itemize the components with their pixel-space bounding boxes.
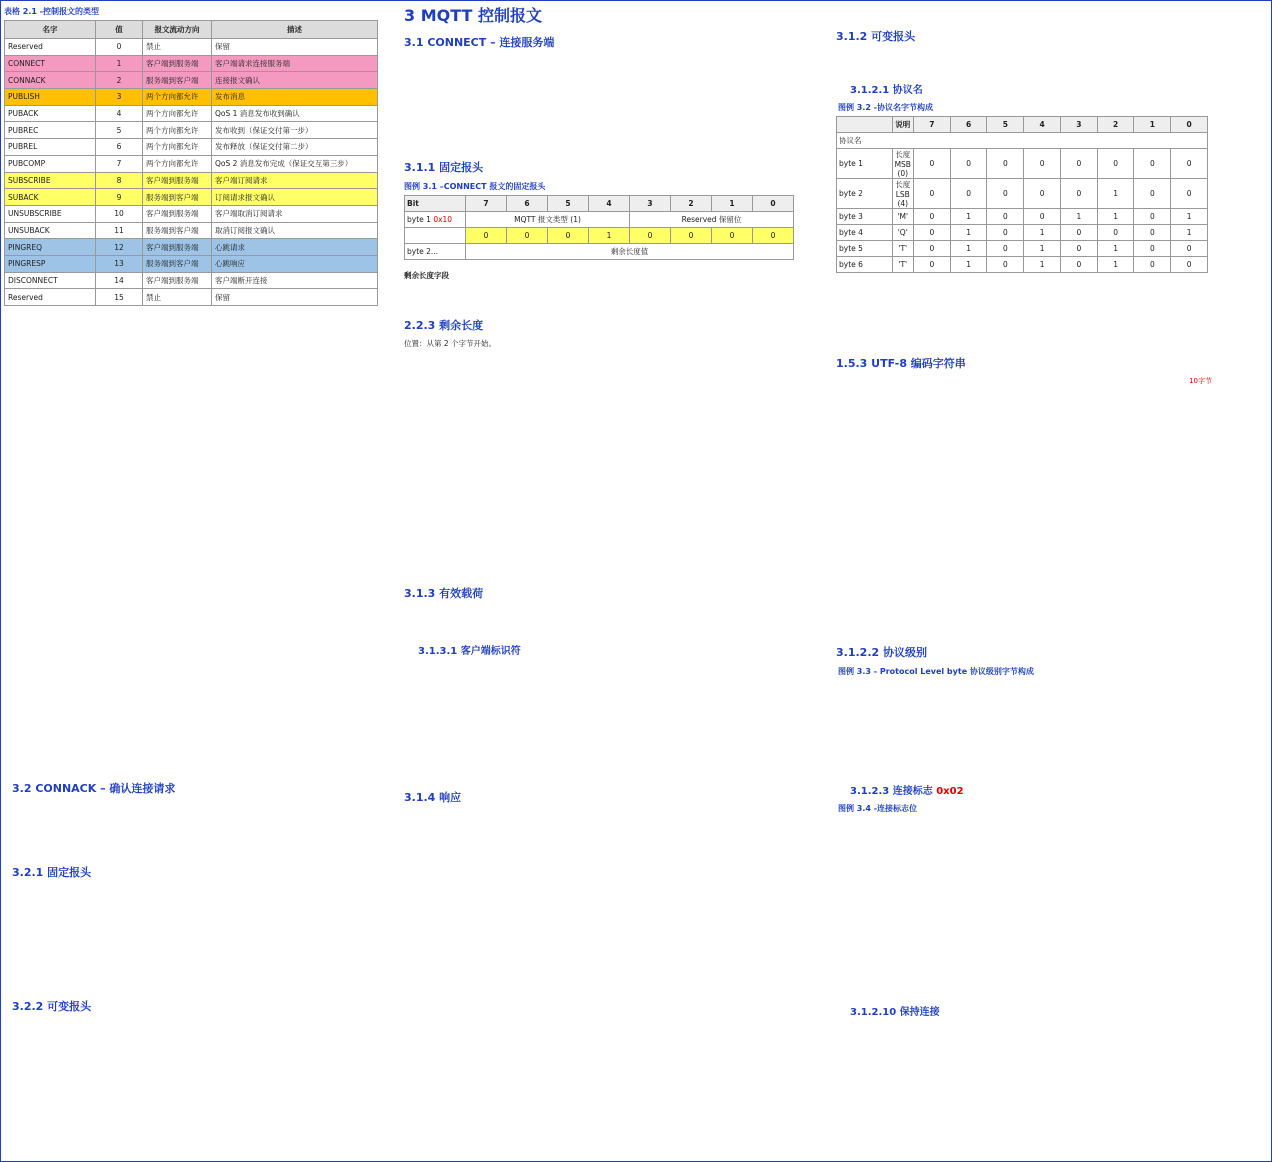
packet-description: 客户端断开连接 — [212, 272, 378, 289]
bit-value: 0 — [1024, 149, 1061, 179]
pn-header-cell: 5 — [987, 117, 1024, 133]
table-row — [5, 89, 378, 106]
figure-3-3-caption: 图例 3.3 - Protocol Level byte 协议级别字节构成 — [838, 667, 1034, 676]
packet-value: 1 — [96, 55, 143, 72]
packet-description: 发布收到（保证交付第一步） — [212, 122, 378, 139]
byte-header-cell — [837, 117, 893, 133]
bit-value: 0 — [1060, 257, 1097, 273]
table-row — [5, 272, 378, 289]
packet-name: PINGRESP — [5, 255, 96, 272]
packet-direction: 两个方向都允许 — [143, 139, 212, 156]
bit-value: 0 — [1134, 179, 1171, 209]
byte-description: 长度 LSB (4) — [892, 179, 913, 209]
section-3-1-title: 3.1 CONNECT – 连接服务端 — [404, 36, 555, 49]
figure-3-2-caption: 图例 3.2 -协议名字节构成 — [838, 103, 934, 112]
bit-value: 0 — [1134, 241, 1171, 257]
packet-name: UNSUBACK — [5, 222, 96, 239]
bit-value: 0 — [548, 228, 589, 244]
table-header-cell: 报文流动方向 — [143, 21, 212, 39]
packet-name: CONNECT — [5, 55, 96, 72]
spacer-clientid — [400, 661, 810, 781]
pn-header-cell: 7 — [913, 117, 950, 133]
packet-direction: 禁止 — [143, 289, 212, 306]
packet-direction: 客户端到服务端 — [143, 239, 212, 256]
table-row — [5, 289, 378, 306]
spacer-payload — [400, 606, 810, 636]
bit-value: 0 — [1134, 209, 1171, 225]
bit-value: 0 — [753, 228, 794, 244]
figure-3-1-caption: 图例 3.1 –CONNECT 报文的固定报头 — [404, 182, 546, 191]
bit-value: 0 — [1060, 241, 1097, 257]
table-header-cell: 值 — [96, 21, 143, 39]
section-3-2-title: 3.2 CONNACK – 确认连接请求 — [12, 782, 176, 795]
table-row — [837, 179, 1208, 209]
bit-value: 0 — [712, 228, 753, 244]
packet-description: 发布释放（保证交付第二步） — [212, 139, 378, 156]
table-header-row — [5, 21, 378, 39]
protocol-name-table — [836, 116, 1208, 273]
bit-value: 0 — [1024, 179, 1061, 209]
bit-value: 1 — [1024, 257, 1061, 273]
bit-value: 0 — [1060, 149, 1097, 179]
packet-value: 9 — [96, 189, 143, 206]
protocol-name-header-row — [837, 117, 1208, 133]
section-3-2-1-title: 3.2.1 固定报头 — [12, 866, 92, 879]
bit-value: 0 — [950, 149, 987, 179]
packet-direction: 禁止 — [143, 39, 212, 56]
packet-name: UNSUBSCRIBE — [5, 205, 96, 222]
bit-value: 0 — [913, 257, 950, 273]
table-row — [5, 255, 378, 272]
byte-description: 'T' — [892, 241, 913, 257]
packet-description: 取消订阅报文确认 — [212, 222, 378, 239]
bit-value: 0 — [1171, 257, 1208, 273]
bit-value: 1 — [950, 209, 987, 225]
packet-direction: 客户端到服务端 — [143, 272, 212, 289]
packet-direction: 两个方向都允许 — [143, 105, 212, 122]
packet-name: Reserved — [5, 289, 96, 306]
bit-value: 1 — [950, 241, 987, 257]
packet-value: 14 — [96, 272, 143, 289]
bit-value: 0 — [987, 225, 1024, 241]
fixed-header-byte2: byte 2... — [405, 244, 466, 260]
byte-label: byte 1 — [837, 149, 893, 179]
byte1-label: byte 1 — [407, 215, 431, 224]
table-caption: 表格 2.1 -控制报文的类型 — [4, 7, 100, 16]
section-3-1-2-3-title — [850, 782, 1212, 797]
packet-name: CONNACK — [5, 72, 96, 89]
table-row — [5, 189, 378, 206]
table-row — [5, 222, 378, 239]
bit-value: 0 — [987, 149, 1024, 179]
byte-label: byte 2 — [837, 179, 893, 209]
mqtt-type-label: MQTT 报文类型 (1) — [466, 212, 630, 228]
fixed-header-bits-row — [405, 228, 794, 244]
remaining-length-value: 剩余长度值 — [466, 244, 794, 260]
spacer-remaining — [400, 355, 810, 577]
byte-description: 长度 MSB (0) — [892, 149, 913, 179]
bit-value: 0 — [987, 257, 1024, 273]
packet-name: PUBREC — [5, 122, 96, 139]
packet-description: 发布消息 — [212, 89, 378, 106]
table-row — [5, 105, 378, 122]
blank-cell — [405, 228, 466, 244]
packet-value: 3 — [96, 89, 143, 106]
right-column — [832, 0, 1212, 1158]
packet-value: 11 — [96, 222, 143, 239]
table-row — [5, 122, 378, 139]
spacer-pn — [832, 273, 1212, 347]
bit-value: 0 — [466, 228, 507, 244]
note-10-bytes: 10字节 — [1189, 377, 1212, 385]
section-3-1-2-10-title: 3.1.2.10 保持连接 — [850, 1007, 940, 1018]
section-3-1-4-title: 3.1.4 响应 — [404, 791, 462, 804]
bit-value: 1 — [1024, 225, 1061, 241]
packet-value: 6 — [96, 139, 143, 156]
table-row — [5, 39, 378, 56]
bit-value: 0 — [1097, 225, 1134, 241]
bit-value: 1 — [1171, 209, 1208, 225]
bit-value: 0 — [1134, 149, 1171, 179]
spacer-level — [832, 680, 1212, 776]
section-3-2-2-title: 3.2.2 可变报头 — [12, 1000, 92, 1013]
fixed-header-bit-row — [405, 196, 794, 212]
bit-value: 1 — [1097, 209, 1134, 225]
spacer-variable-header — [832, 49, 1212, 75]
pn-header-cell: 2 — [1097, 117, 1134, 133]
bit-header-cell: Bit — [405, 196, 466, 212]
section-3-1-2-title: 3.1.2 可变报头 — [836, 30, 916, 43]
packet-value: 15 — [96, 289, 143, 306]
bit-value: 0 — [1171, 149, 1208, 179]
section-3-1-1-title: 3.1.1 固定报头 — [404, 161, 484, 174]
byte-label: byte 4 — [837, 225, 893, 241]
section-3-1-3-title: 3.1.3 有效载荷 — [404, 587, 484, 600]
spacer-flags — [832, 817, 1212, 997]
table-row — [5, 239, 378, 256]
table-row — [5, 205, 378, 222]
figure-3-4-caption: 图例 3.4 -连接标志位 — [838, 804, 918, 813]
reserved-label: Reserved 保留位 — [630, 212, 794, 228]
bit-value: 1 — [1097, 179, 1134, 209]
protocol-name-title: 协议名 — [837, 133, 1208, 149]
connect-flags-hex: 0x02 — [936, 786, 964, 797]
packet-value: 10 — [96, 205, 143, 222]
bit-header-cell: 2 — [671, 196, 712, 212]
packet-description: 订阅请求报文确认 — [212, 189, 378, 206]
packet-description: QoS 1 消息发布收到确认 — [212, 105, 378, 122]
position-text: 位置：从第 2 个字节开始。 — [404, 339, 497, 348]
pn-header-cell: 6 — [950, 117, 987, 133]
remaining-length-field-label: 剩余长度字段 — [404, 271, 449, 280]
packet-name: PINGREQ — [5, 239, 96, 256]
bit-value: 1 — [589, 228, 630, 244]
packet-value: 4 — [96, 105, 143, 122]
packet-description: QoS 2 消息发布完成（保证交互第三步） — [212, 155, 378, 172]
packet-description: 心跳响应 — [212, 255, 378, 272]
byte-description: 'M' — [892, 209, 913, 225]
packet-direction: 服务端到客户端 — [143, 189, 212, 206]
bit-value: 0 — [1060, 225, 1097, 241]
bit-value: 0 — [913, 225, 950, 241]
table-row — [837, 257, 1208, 273]
table-row — [5, 172, 378, 189]
byte-description: 'T' — [892, 257, 913, 273]
fixed-header-byte2-row — [405, 244, 794, 260]
bit-header-cell: 7 — [466, 196, 507, 212]
bit-value: 1 — [1097, 257, 1134, 273]
pn-header-cell: 说明 — [892, 117, 913, 133]
byte-label: byte 6 — [837, 257, 893, 273]
bit-header-cell: 4 — [589, 196, 630, 212]
packet-name: PUBACK — [5, 105, 96, 122]
packet-description: 保留 — [212, 289, 378, 306]
bit-value: 0 — [913, 149, 950, 179]
bit-value: 0 — [913, 241, 950, 257]
bit-value: 0 — [1171, 241, 1208, 257]
fixed-header-table — [404, 195, 794, 260]
packet-direction: 客户端到服务端 — [143, 172, 212, 189]
bit-value: 0 — [507, 228, 548, 244]
byte-label: byte 5 — [837, 241, 893, 257]
bit-value: 0 — [950, 179, 987, 209]
protocol-name-title-row — [837, 133, 1208, 149]
bit-value: 1 — [1060, 209, 1097, 225]
section-3-title: 3 MQTT 控制报文 — [404, 6, 542, 25]
table-header-cell: 名字 — [5, 21, 96, 39]
packet-name: PUBCOMP — [5, 155, 96, 172]
section-2-2-3-title: 2.2.3 剩余长度 — [404, 319, 484, 332]
fixed-header-byte1-row — [405, 212, 794, 228]
pn-header-cell: 0 — [1171, 117, 1208, 133]
table-row — [837, 225, 1208, 241]
bit-value: 0 — [1134, 257, 1171, 273]
bit-value: 1 — [1097, 241, 1134, 257]
connect-flags-title: 3.1.2.3 连接标志 — [850, 786, 933, 797]
table-row — [5, 72, 378, 89]
byte-label: byte 3 — [837, 209, 893, 225]
packet-value: 7 — [96, 155, 143, 172]
packet-name: DISCONNECT — [5, 272, 96, 289]
bit-value: 0 — [987, 179, 1024, 209]
packet-value: 5 — [96, 122, 143, 139]
fixed-header-byte1 — [405, 212, 466, 228]
bit-value: 1 — [1171, 225, 1208, 241]
packet-description: 连接报文确认 — [212, 72, 378, 89]
bit-header-cell: 6 — [507, 196, 548, 212]
spacer-utf8 — [832, 386, 1212, 636]
section-3-1-3-1-title: 3.1.3.1 客户端标识符 — [418, 646, 521, 657]
middle-column — [400, 0, 810, 1158]
packet-description: 客户端订阅请求 — [212, 172, 378, 189]
bit-value: 0 — [913, 179, 950, 209]
table-row — [837, 149, 1208, 179]
packet-direction: 服务端到客户端 — [143, 255, 212, 272]
packet-name: PUBLISH — [5, 89, 96, 106]
packet-direction: 服务端到客户端 — [143, 72, 212, 89]
pn-header-cell: 1 — [1134, 117, 1171, 133]
bit-header-cell: 3 — [630, 196, 671, 212]
packet-name: Reserved — [5, 39, 96, 56]
bit-value: 1 — [1024, 241, 1061, 257]
packet-value: 12 — [96, 239, 143, 256]
bit-value: 0 — [987, 209, 1024, 225]
section-3-1-2-2-title: 3.1.2.2 协议级别 — [836, 646, 927, 659]
packet-direction: 客户端到服务端 — [143, 55, 212, 72]
table-row — [5, 55, 378, 72]
section-3-1-2-1-title: 3.1.2.1 协议名 — [850, 85, 923, 96]
table-row — [5, 155, 378, 172]
bit-value: 0 — [1024, 209, 1061, 225]
packet-direction: 客户端到服务端 — [143, 205, 212, 222]
table-header-cell: 描述 — [212, 21, 378, 39]
left-column — [4, 0, 380, 1158]
bit-value: 0 — [1097, 149, 1134, 179]
packet-description: 客户端取消订阅请求 — [212, 205, 378, 222]
pn-header-cell: 4 — [1024, 117, 1061, 133]
bit-value: 0 — [1134, 225, 1171, 241]
bit-header-cell: 5 — [548, 196, 589, 212]
bit-value: 0 — [913, 209, 950, 225]
byte1-hex: 0x10 — [433, 215, 453, 224]
packet-value: 8 — [96, 172, 143, 189]
spacer-fh — [400, 287, 810, 309]
packet-direction: 服务端到客户端 — [143, 222, 212, 239]
packet-direction: 两个方向都允许 — [143, 89, 212, 106]
packet-value: 13 — [96, 255, 143, 272]
packet-description: 客户端请求连接服务端 — [212, 55, 378, 72]
packet-value: 2 — [96, 72, 143, 89]
message-type-table — [4, 20, 378, 306]
spacer-intro — [400, 55, 810, 151]
packet-value: 0 — [96, 39, 143, 56]
bit-value: 0 — [1171, 179, 1208, 209]
bit-header-cell: 0 — [753, 196, 794, 212]
table-row — [837, 241, 1208, 257]
packet-description: 心跳请求 — [212, 239, 378, 256]
bit-value: 0 — [987, 241, 1024, 257]
bit-value: 1 — [950, 257, 987, 273]
bit-value: 0 — [671, 228, 712, 244]
table-row — [5, 139, 378, 156]
packet-name: PUBREL — [5, 139, 96, 156]
byte-description: 'Q' — [892, 225, 913, 241]
packet-name: SUBSCRIBE — [5, 172, 96, 189]
packet-direction: 两个方向都允许 — [143, 155, 212, 172]
bit-value: 0 — [630, 228, 671, 244]
packet-direction: 两个方向都允许 — [143, 122, 212, 139]
packet-description: 保留 — [212, 39, 378, 56]
bit-value: 0 — [1060, 179, 1097, 209]
packet-name: SUBACK — [5, 189, 96, 206]
bit-value: 1 — [950, 225, 987, 241]
section-1-5-3-title: 1.5.3 UTF-8 编码字符串 — [836, 357, 966, 370]
pn-header-cell: 3 — [1060, 117, 1097, 133]
bit-header-cell: 1 — [712, 196, 753, 212]
table-row — [837, 209, 1208, 225]
